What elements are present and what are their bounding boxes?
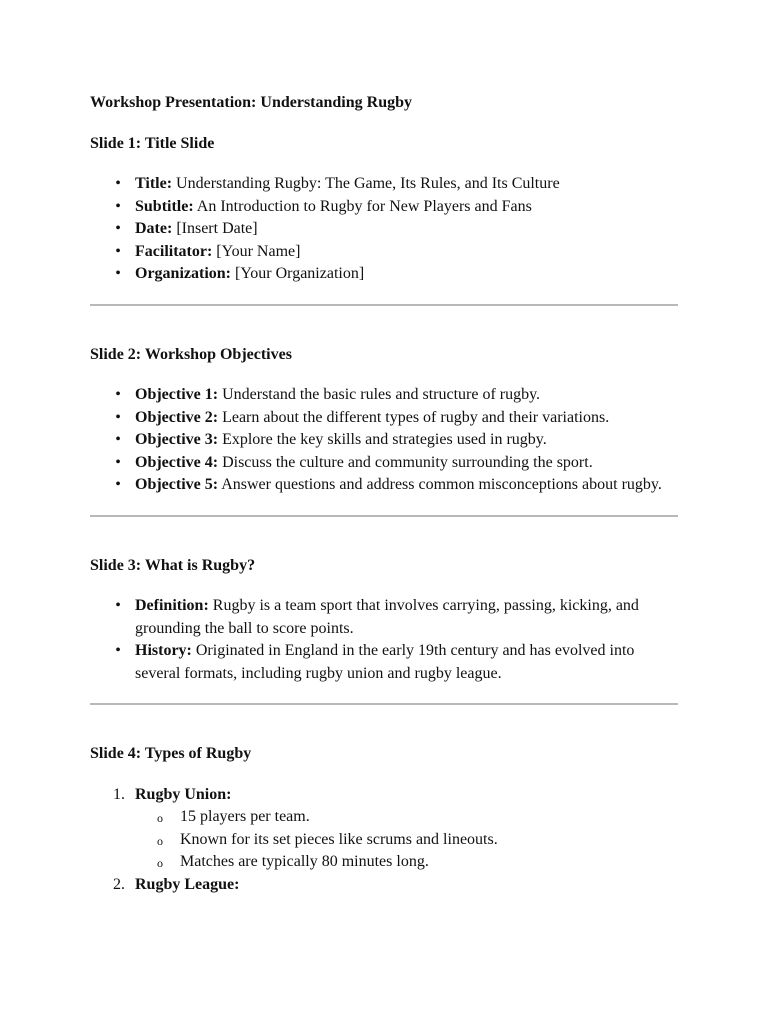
slide-3-title: Slide 3: What is Rugby? [90,556,256,574]
item-text: Originated in England in the early 19th century and has evolved into several formats, including rugby union and rugby league. [135,642,635,682]
sub-list-item [135,829,678,852]
bullet-icon: • [115,242,121,260]
item-label: Facilitator: [135,242,213,260]
item-label: Rugby League: [135,875,240,893]
slide-4-list [90,784,678,897]
slide-3-list [90,595,678,685]
list-item [90,196,678,219]
bullet-icon: • [115,175,121,192]
item-text: Learn about the different types of rugby and their variations. [218,408,610,426]
bullet-icon: • [115,408,121,426]
item-label: Subtitle: [135,197,194,215]
sub-item-text: 15 players per team. [180,808,310,825]
section-divider [90,304,678,306]
numbered-item [90,784,678,874]
list-item [90,429,678,452]
bullet-icon: • [115,265,121,282]
sub-list-item [135,851,678,874]
item-text: Explore the key skills and strategies used in rugby. [218,431,547,448]
bullet-icon: • [115,220,121,237]
bullet-icon: • [115,597,121,614]
bullet-icon: • [115,386,121,403]
slide-4-title: Slide 4: Types of Rugby [90,745,252,762]
item-text: Rugby is a team sport that involves carrying, passing, kicking, and grounding the ball to score points. [135,597,639,637]
item-text: Understanding Rugby: The Game, Its Rules, and Its Culture [172,175,560,192]
bullet-icon: • [115,431,121,448]
item-text: An Introduction to Rugby for New Players and Fans [193,197,532,215]
slide-1-list [90,173,678,286]
item-text: [Insert Date] [172,220,258,237]
bullet-icon: • [115,642,121,659]
circle-bullet-icon: o [157,833,163,848]
document-content [90,92,678,896]
list-item [90,595,678,640]
item-label: Organization: [135,265,231,282]
circle-bullet-icon: o [157,856,163,870]
item-label: History: [135,642,192,659]
item-text: Understand the basic rules and structure of rugby. [218,386,541,403]
item-text: [Your Organization] [231,265,365,282]
sub-item-text: Known for its set pieces like scrums and lineouts. [180,830,498,848]
slide-1-title: Slide 1: Title Slide [90,134,215,152]
item-label: Objective 1: [135,386,219,403]
list-item [90,263,678,286]
sub-list-item [135,806,678,829]
numbered-item [90,874,678,897]
list-item [90,452,678,475]
bullet-icon: • [115,453,121,471]
item-label: Date: [135,220,173,237]
sub-list [135,806,678,874]
sub-item-text: Matches are typically 80 minutes long. [180,853,429,870]
slide-2-title: Slide 2: Workshop Objectives [90,345,292,363]
document-title: Workshop Presentation: Understanding Rugby [90,94,412,111]
item-label: Objective 5: [135,476,219,493]
item-label: Definition: [135,597,209,614]
item-label: Rugby Union: [135,785,232,803]
item-text: Answer questions and address common misconceptions about rugby. [218,476,662,493]
list-item [90,640,678,685]
circle-bullet-icon: o [157,811,163,825]
list-item [90,384,678,407]
bullet-icon: • [115,476,121,493]
section-divider [90,515,678,517]
list-item [90,241,678,264]
list-item [90,173,678,196]
list-item [90,474,678,497]
bullet-icon: • [115,197,121,215]
item-label: Objective 4: [135,453,219,471]
list-item [90,218,678,241]
item-number: 1. [113,785,125,803]
item-label: Objective 2: [135,408,219,426]
item-number: 2. [113,875,125,893]
item-label: Title: [135,175,173,192]
item-label: Objective 3: [135,431,219,448]
section-divider [90,703,678,705]
item-text: [Your Name] [212,242,301,260]
item-text: Discuss the culture and community surrounding the sport. [218,453,593,471]
list-item [90,407,678,430]
slide-2-list [90,384,678,497]
